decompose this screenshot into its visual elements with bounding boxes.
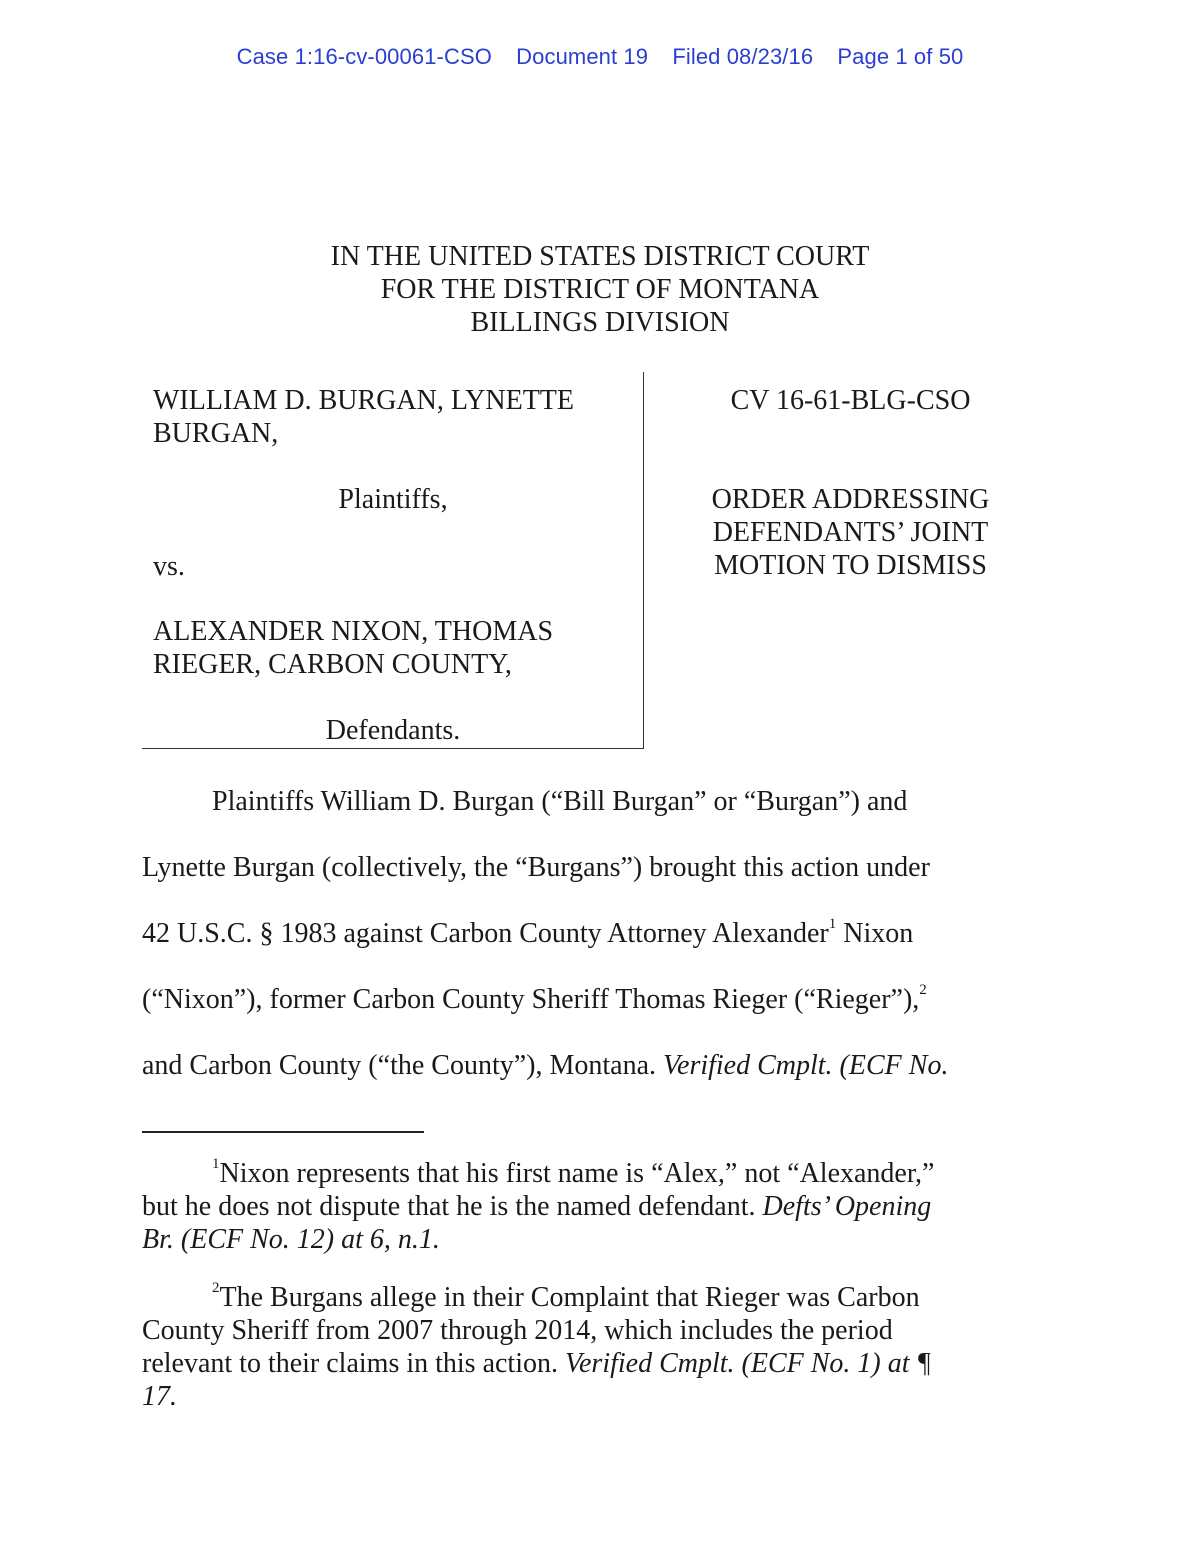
footnote-1	[142, 1157, 1062, 1256]
court-title-line-2: FOR THE DISTRICT OF MONTANA	[380, 274, 820, 305]
order-title-line-1: ORDER ADDRESSING	[711, 484, 990, 515]
footnote-1-citation-a: Defts’ Opening	[762, 1191, 932, 1222]
filed-date: Filed 08/23/16	[672, 44, 814, 69]
footnote-1-number: 1	[212, 1155, 220, 1172]
footnote-ref-1[interactable]: 1	[828, 915, 837, 932]
case-number: CV 16-61-BLG-CSO	[730, 385, 971, 416]
body-line-3-tail: Nixon	[836, 918, 914, 949]
versus-label: vs.	[153, 551, 185, 582]
plaintiffs-role: Plaintiffs,	[338, 484, 448, 515]
body-line-2: Lynette Burgan (collectively, the “Burgans”) brought this action under	[142, 852, 930, 883]
footnote-2	[142, 1281, 1062, 1413]
footnote-1-line-2	[142, 1190, 1062, 1223]
footnote-2-citation-b: 17.	[142, 1381, 177, 1412]
plaintiffs-line-1: WILLIAM D. BURGAN, LYNETTE	[153, 385, 575, 416]
footnote-1-text-2: but he does not dispute that he is the named defendant.	[142, 1191, 763, 1222]
footnote-1-line-1	[142, 1157, 1062, 1190]
footnote-2-citation-a: Verified Cmplt. (ECF No. 1) at ¶	[565, 1348, 932, 1379]
body-line-4	[142, 982, 1062, 1048]
order-body	[142, 784, 1062, 1114]
body-line-4-text: (“Nixon”), former Carbon County Sheriff Thomas Rieger (“Rieger”),	[142, 984, 920, 1015]
case-id: Case 1:16-cv-00061-CSO	[236, 44, 492, 69]
order-title-line-2: DEFENDANTS’ JOINT	[712, 517, 989, 548]
order-title	[645, 483, 1056, 582]
court-title-line-1: IN THE UNITED STATES DISTRICT COURT	[330, 241, 870, 272]
footnote-2-text-1: The Burgans allege in their Complaint that Rieger was Carbon	[219, 1282, 920, 1313]
footnote-1-text-1: Nixon represents that his first name is “Alex,” not “Alexander,”	[219, 1158, 935, 1189]
page-indicator: Page 1 of 50	[837, 44, 964, 69]
footnote-2-line-4	[142, 1380, 1062, 1413]
body-line-5-citation: Verified Cmplt. (ECF No.	[663, 1050, 949, 1081]
footnote-2-text-3: relevant to their claims in this action.	[142, 1348, 565, 1379]
ecf-header-stamp	[0, 44, 1200, 70]
defendants-line-2: RIEGER, CARBON COUNTY,	[153, 649, 512, 680]
footnote-ref-2[interactable]: 2	[919, 981, 927, 998]
body-line-5	[142, 1048, 1062, 1114]
footnote-separator	[142, 1131, 424, 1133]
plaintiffs-names	[153, 384, 633, 450]
defendants-line-1: ALEXANDER NIXON, THOMAS	[153, 616, 554, 647]
document-number: Document 19	[516, 44, 649, 69]
footnote-2-line-1	[142, 1281, 1062, 1314]
footnote-1-citation-b: Br. (ECF No. 12) at 6, n.1.	[142, 1224, 440, 1255]
footnote-2-line-2: County Sheriff from 2007 through 2014, which includes the period	[142, 1315, 893, 1346]
defendants-names	[153, 615, 633, 681]
body-line-1: Plaintiffs William D. Burgan (“Bill Burgan” or “Burgan”) and	[212, 786, 908, 817]
defendants-role: Defendants.	[325, 715, 461, 746]
footnote-2-number: 2	[212, 1279, 220, 1296]
case-caption-parties	[142, 372, 644, 749]
body-line-3	[142, 916, 1062, 982]
body-line-3-text: 42 U.S.C. § 1983 against Carbon County Attorney Alexander	[142, 918, 829, 949]
footnote-1-line-3	[142, 1223, 1062, 1256]
court-title	[0, 240, 1200, 339]
order-title-line-3: MOTION TO DISMISS	[714, 550, 987, 581]
footnote-2-line-3	[142, 1347, 1062, 1380]
court-title-line-3: BILLINGS DIVISION	[470, 307, 730, 338]
body-line-5-text: and Carbon County (“the County”), Montana.	[142, 1050, 664, 1081]
plaintiffs-line-2: BURGAN,	[153, 418, 279, 449]
